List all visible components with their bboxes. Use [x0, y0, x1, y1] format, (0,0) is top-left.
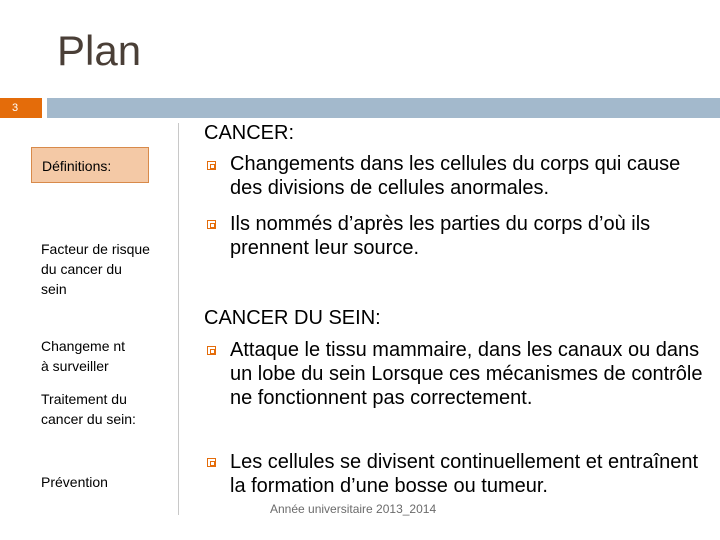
footer-text: Année universitaire 2013_2014 [270, 502, 437, 516]
bullet-square-icon [207, 346, 216, 355]
header-bar [47, 98, 720, 118]
bullet-square-icon [207, 220, 216, 229]
section-heading-cancer: CANCER: [204, 122, 295, 144]
section-heading-cancer-sein: CANCER DU SEIN: [204, 307, 381, 329]
bullet-text: Ils nommés d’après les parties du corps d’où ils prennent leur source. [230, 213, 651, 259]
sidebar-item-changement[interactable]: Changeme nt à surveiller [41, 338, 126, 374]
slide-title: Plan [57, 27, 142, 74]
sidebar-item-prevention[interactable]: Prévention [41, 474, 108, 490]
sidebar-active-item[interactable]: Définitions: [31, 147, 149, 183]
sidebar-item-facteur-risque[interactable]: Facteur de risque du cancer du sein [41, 241, 150, 297]
bullet-text: Changements dans les cellules du corps qui cause des divisions de cellules anormales. [230, 153, 681, 199]
bullet-text: Attaque le tissu mammaire, dans les canaux ou dans un lobe du sein Lorsque ces mécanismes de contrôle ne fonctionnent pas correctement. [230, 339, 703, 409]
bullet-text: Les cellules se divisent continuellement et entraînent la formation d’une bosse ou tumeur. [230, 451, 699, 497]
bullet-square-icon [207, 458, 216, 467]
slide-number: 3 [12, 102, 19, 114]
bullet-square-icon [207, 161, 216, 170]
column-divider [178, 123, 179, 515]
sidebar-item-traitement[interactable]: Traitement du cancer du sein: [41, 391, 136, 427]
